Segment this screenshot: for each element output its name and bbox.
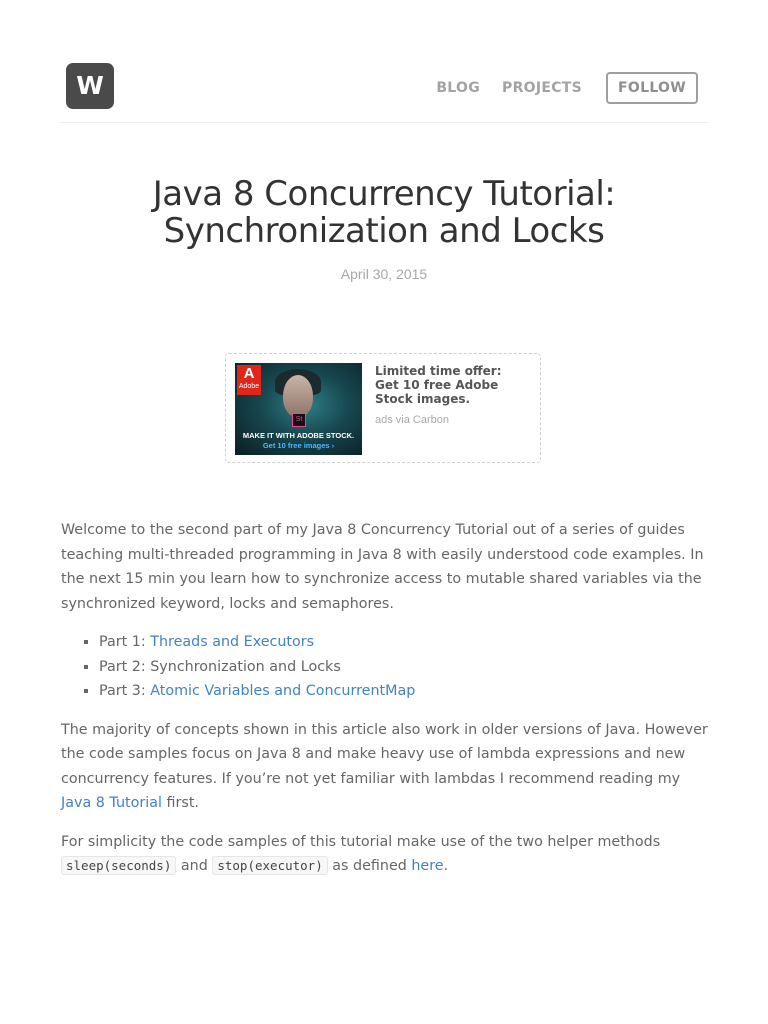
part-3-prefix: Part 3: — [99, 683, 151, 700]
ad-model-face — [283, 375, 313, 417]
intro-paragraph: Welcome to the second part of my Java 8 Concurrency Tutorial out of a series of guides teaching multi-threaded programming in Java 8 with easily understood code examples. In the next 15 min you learn how to synchronize access to mutable shared variables via the synchronized keyword, locks and semaphores. — [61, 522, 704, 612]
page-title — [0, 176, 768, 250]
nav-projects-link[interactable]: PROJECTS — [502, 80, 583, 96]
nav-blog-link[interactable]: BLOG — [436, 80, 481, 96]
ad-image-cta: Get 10 free images › — [262, 441, 335, 450]
paragraph-text: as defined — [327, 858, 412, 875]
helpers-paragraph — [61, 830, 711, 879]
adobe-logo-text: Adobe — [238, 383, 260, 390]
paragraph-text: The majority of concepts shown in this article also work in older versions of Java. However the code samples focus on Java 8 and make heavy use of lambda expressions and new concurrency features. If you’re not yet familiar with lambdas I recommend reading my — [61, 721, 708, 787]
carbon-ad — [225, 353, 541, 463]
paragraph-text: first. — [161, 795, 199, 812]
ad-text-link[interactable]: Limited time offer: Get 10 free Adobe Stock images. — [375, 364, 502, 406]
title-line-1: Java 8 Concurrency Tutorial: — [152, 174, 616, 214]
follow-button[interactable]: FOLLOW — [606, 72, 698, 104]
java8-tutorial-link[interactable]: Java 8 Tutorial — [61, 795, 162, 812]
list-item — [99, 679, 711, 704]
helpers-here-link[interactable]: here — [411, 858, 444, 875]
adobe-logo-glyph: A — [243, 365, 255, 382]
site-logo[interactable]: W — [66, 63, 114, 109]
paragraph-text: and — [176, 858, 213, 875]
adobe-logo — [237, 365, 261, 395]
article-body — [61, 518, 711, 893]
stock-badge-icon: St — [292, 413, 306, 427]
title-line-2: Synchronization and Locks — [163, 211, 605, 251]
series-parts-list — [61, 630, 711, 704]
sleep-code: sleep(seconds) — [61, 856, 176, 875]
ad-image[interactable] — [235, 363, 362, 455]
part-3-link[interactable]: Atomic Variables and ConcurrentMap — [150, 683, 416, 700]
ad-image-headline: MAKE IT WITH ADOBE STOCK. — [242, 431, 355, 440]
part-2-label: Part 2: Synchronization and Locks — [99, 658, 341, 675]
site-header — [60, 40, 708, 123]
stop-code: stop(executor) — [212, 856, 327, 875]
compatibility-paragraph — [61, 718, 711, 816]
paragraph-text: . — [443, 858, 449, 875]
list-item — [99, 630, 711, 655]
main-nav — [414, 72, 698, 104]
part-1-link[interactable]: Threads and Executors — [150, 634, 315, 650]
ad-via-carbon-link[interactable]: ads via Carbon — [375, 414, 449, 426]
paragraph-text: For simplicity the code samples of this tutorial make use of the two helper methods — [61, 833, 661, 850]
post-date: April 30, 2015 — [340, 266, 428, 282]
part-1-prefix: Part 1: — [99, 634, 151, 650]
list-item — [99, 655, 711, 680]
